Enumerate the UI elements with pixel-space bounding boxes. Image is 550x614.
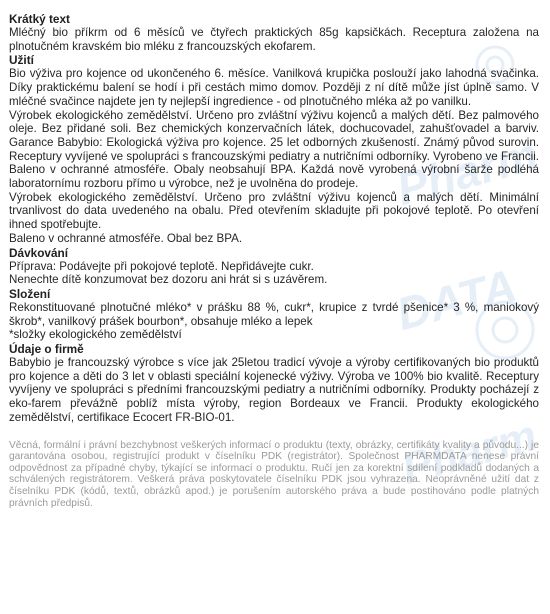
section-usage	[9, 53, 539, 245]
section-dosage	[9, 246, 539, 287]
watermark-text-2: DATA	[391, 258, 522, 341]
dosage-line-2: Nenechte dítě konzumovat bez dozoru ani hrát si s uzávěrem.	[9, 273, 328, 287]
watermark-text-3: Pharm	[396, 411, 542, 494]
product-info-document	[9, 12, 539, 519]
watermark-text-1: Pharm	[391, 127, 543, 216]
short-text-paragraph: Mléčný bio příkrm od 6 měsíců ve čtyřech praktických 85g kapsičkách. Receptura založena na plnotučném kravském bio mléku z francouzských ekofarem.	[9, 26, 539, 53]
company-heading: Údaje o firmě	[9, 342, 84, 357]
short-text-heading: Krátký text	[9, 12, 70, 26]
usage-paragraph-3: Výrobek ekologického zemědělství. Určeno pro zvláštní výživu kojenců a malých dětí. Minimální trvanlivost do data uvedeného na obalu. Před otevřením skladujte při pokojové teplotě. Po otevření ihned spotřebujte.	[9, 190, 539, 232]
usage-paragraph-2: Výrobek ekologického zemědělství. Určeno pro zvláštní výživu kojenců a malých dětí. Bez palmového oleje. Bez přidané soli. Bez chemických konzervačních látek, dochucovadel, zahušťovadel a barviv. Garance Babybio: Ekologická výživa pro kojence. 25 let odborných zkušeností. Známý původ surovin. Receptury vyvíjené ve spolupráci s francouzskými pediatry a nutričními odborníky. Vyrobeno ve Francii. Baleno v ochranné atmosféře. Obaly neobsahují BPA. Každá nově vyrobená výrobní šarže podléhá laboratornímu rozboru přímo u výrobce, než je uvolněna do prodeje.	[9, 108, 539, 191]
dosage-heading: Dávkování	[9, 245, 69, 260]
company-paragraph: Babybio je francouzský výrobce s více jak 25letou tradicí vývoje a výroby certifikovaných bio produktů pro kojence a děti do 3 let v oblasti speciální kojenecké výživy. Výroba ve 100% bio kvalitě. Receptury vyvíjeny ve spolupráci s předními francouzskými pediatry a nutričními odborníky. Produkty pocházejí z eko-farem převážně poblíž místa výroby, region Bordeaux ve Francii. Produkty ekologického zemědělství, certifikace Ecocert FR-BIO-01.	[9, 356, 539, 424]
composition-footnote: *složky ekologického zemědělství	[9, 328, 182, 342]
usage-paragraph-4: Baleno v ochranné atmosféře. Obal bez BPA.	[9, 231, 243, 245]
legal-disclaimer: Věcná, formální i právní bezchybnost veškerých informací o produktu (texty, obrázky, certifikáty kvality a původu...) je garantována osobou, registrující produkt v číselníku PDK (registrátor). Společnost PHARMDATA nenese právní odpovědnost za případné chyby, týkající se informací o produktu. Ručí jen za korektní sdílení podkladů dodaných a schválených registrátorem. Veškerá práva poskytovatele číselníku PDK jsou vyhrazena. Neoprávněné užití dat z číselníku PDK (kódů, textů, obrázků apod.) je porušením autorského práva a bude postihováno podle platných právních předpisů.	[9, 439, 539, 509]
composition-heading: Složení	[9, 286, 51, 301]
usage-heading: Užití	[9, 53, 34, 68]
dosage-line-1: Příprava: Podávejte při pokojové teplotě. Nepřidávejte cukr.	[9, 259, 314, 273]
composition-paragraph: Rekonstituované plnotučné mléko* v prášku 88 %, cukr*, krupice z tvrdé pšenice* 3 %, maniokový škrob*, vanilkový prášek bourbon*, obsahuje mléko a lepek	[9, 300, 539, 328]
section-composition	[9, 287, 539, 342]
section-company	[9, 342, 539, 425]
section-short-text	[9, 12, 539, 53]
usage-paragraph-1: Bio výživa pro kojence od ukončeného 6. měsíce. Vanilková krupička poslouží jako lahodná svačinka. Díky praktickému balení se hodí i při cestách mimo domov. Později z ní dítě může jíst úplně samo. V mléčné svačince najdete jen ty nejlepší ingredience - od plnotučného mléka až po vanilku.	[9, 67, 539, 108]
